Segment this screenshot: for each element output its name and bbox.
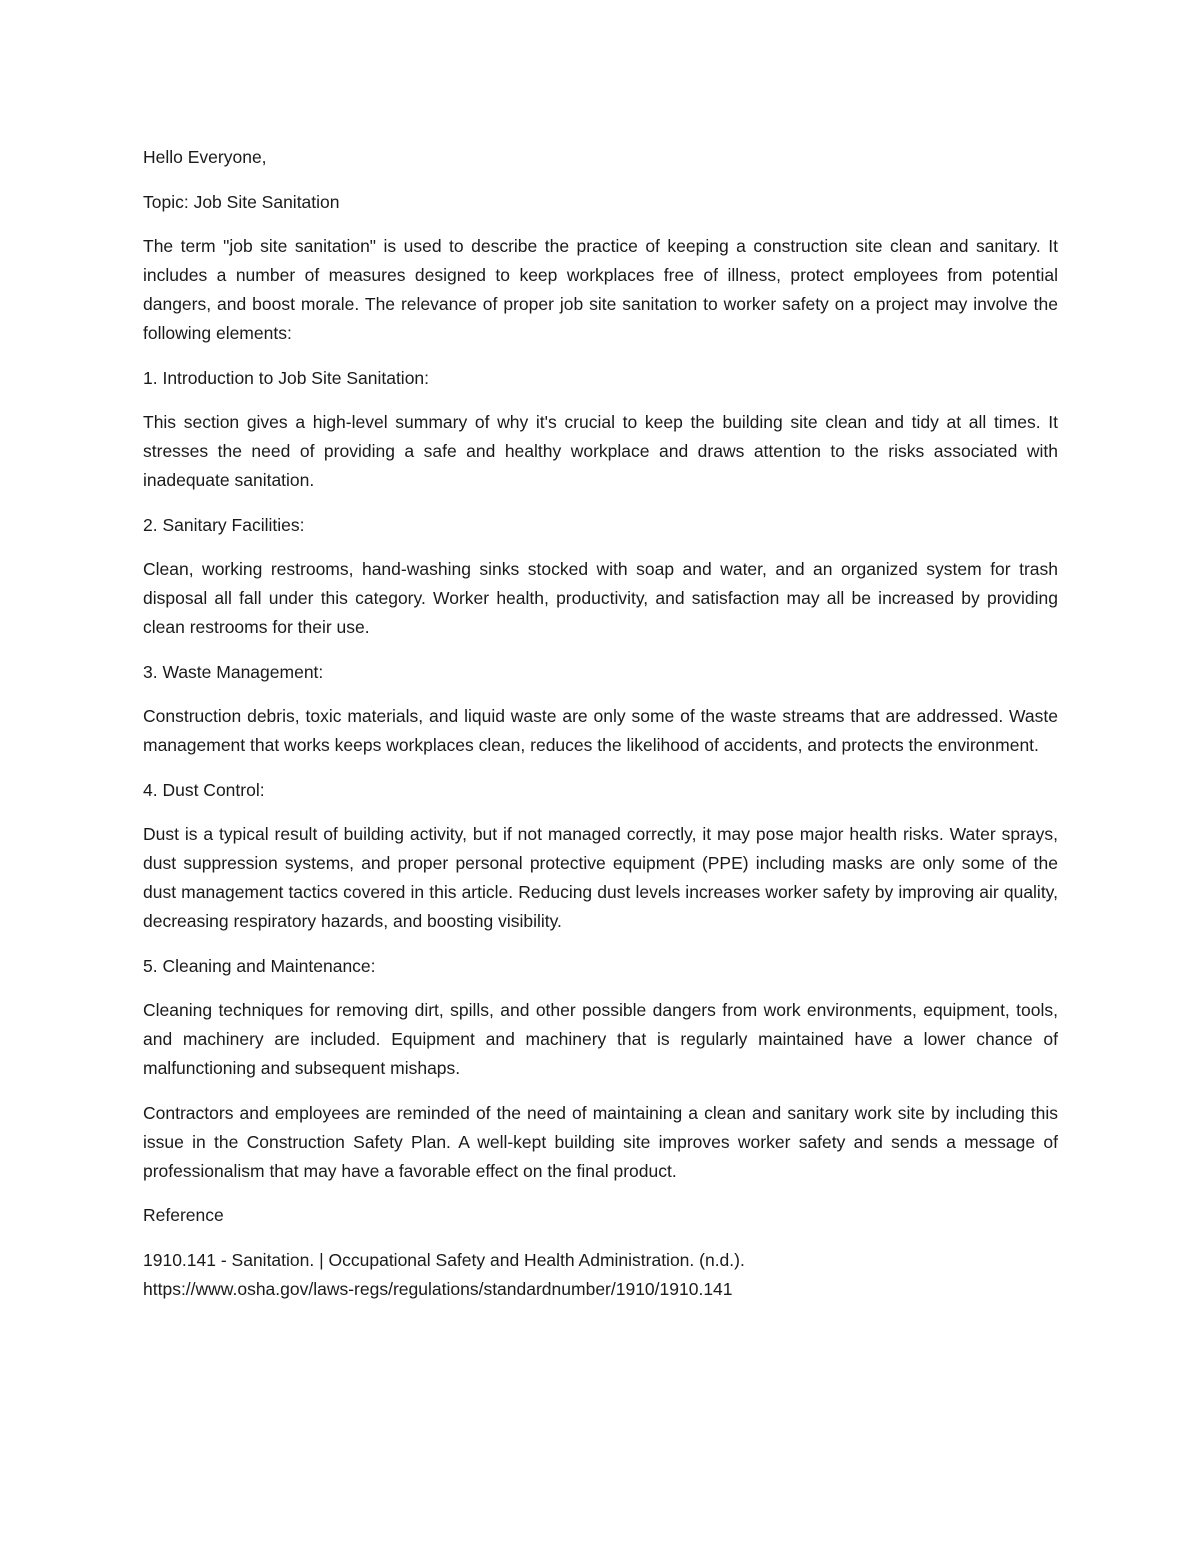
topic-line: Topic: Job Site Sanitation — [143, 191, 340, 212]
section-body-sanitary-facilities: Clean, working restrooms, hand-washing sinks stocked with soap and water, and an organized system for trash disposal all fall under this category. Worker health, productivity, and satisfaction may all be increased by providing clean restrooms for their use. — [143, 559, 1058, 637]
section-heading-cleaning-maintenance: 5. Cleaning and Maintenance: — [143, 955, 376, 976]
conclusion-paragraph: Contractors and employees are reminded of the need of maintaining a clean and sanitary work site by including this issue in the Construction Safety Plan. A well-kept building site improves worker safety and sends a message of professionalism that may have a favorable effect on the final product. — [143, 1102, 1058, 1181]
section-heading-introduction: 1. Introduction to Job Site Sanitation: — [143, 367, 430, 388]
section-heading-dust-control: 4. Dust Control: — [143, 779, 265, 800]
section-body-cleaning-maintenance: Cleaning techniques for removing dirt, spills, and other possible dangers from work environments, equipment, tools, and machinery are included. Equipment and machinery that is regularly maintained have a lower chance of malfunctioning and subsequent mishaps. — [143, 1000, 1058, 1078]
document-body — [143, 143, 1058, 1304]
reference-url: https://www.osha.gov/laws-regs/regulations/standardnumber/1910/1910.141 — [143, 1278, 733, 1299]
intro-paragraph: The term "job site sanitation" is used to describe the practice of keeping a construction site clean and sanitary. It includes a number of measures designed to keep workplaces free of illness, protect employees from potential dangers, and boost morale. The relevance of proper job site sanitation to worker safety on a project may involve the following elements: — [143, 236, 1058, 343]
section-body-dust-control: Dust is a typical result of building activity, but if not managed correctly, it may pose major health risks. Water sprays, dust suppression systems, and proper personal protective equipment (PPE) including masks are only some of the dust management tactics covered in this article. Reducing dust levels increases worker safety by improving air quality, decreasing respiratory hazards, and boosting visibility. — [143, 824, 1058, 931]
greeting: Hello Everyone, — [143, 147, 267, 167]
section-heading-waste-management: 3. Waste Management: — [143, 661, 324, 682]
section-body-waste-management: Construction debris, toxic materials, and liquid waste are only some of the waste streams that are addressed. Waste management that works keeps workplaces clean, reduces the likelihood of accidents, and protects the environment. — [143, 706, 1058, 755]
reference-citation: 1910.141 - Sanitation. | Occupational Safety and Health Administration. (n.d.). — [143, 1249, 745, 1270]
reference-heading: Reference — [143, 1205, 224, 1225]
section-heading-sanitary-facilities: 2. Sanitary Facilities: — [143, 514, 305, 535]
section-body-introduction: This section gives a high-level summary of why it's crucial to keep the building site clean and tidy at all times. It stresses the need of providing a safe and healthy workplace and draws attention to the risks associated with inadequate sanitation. — [143, 412, 1058, 490]
